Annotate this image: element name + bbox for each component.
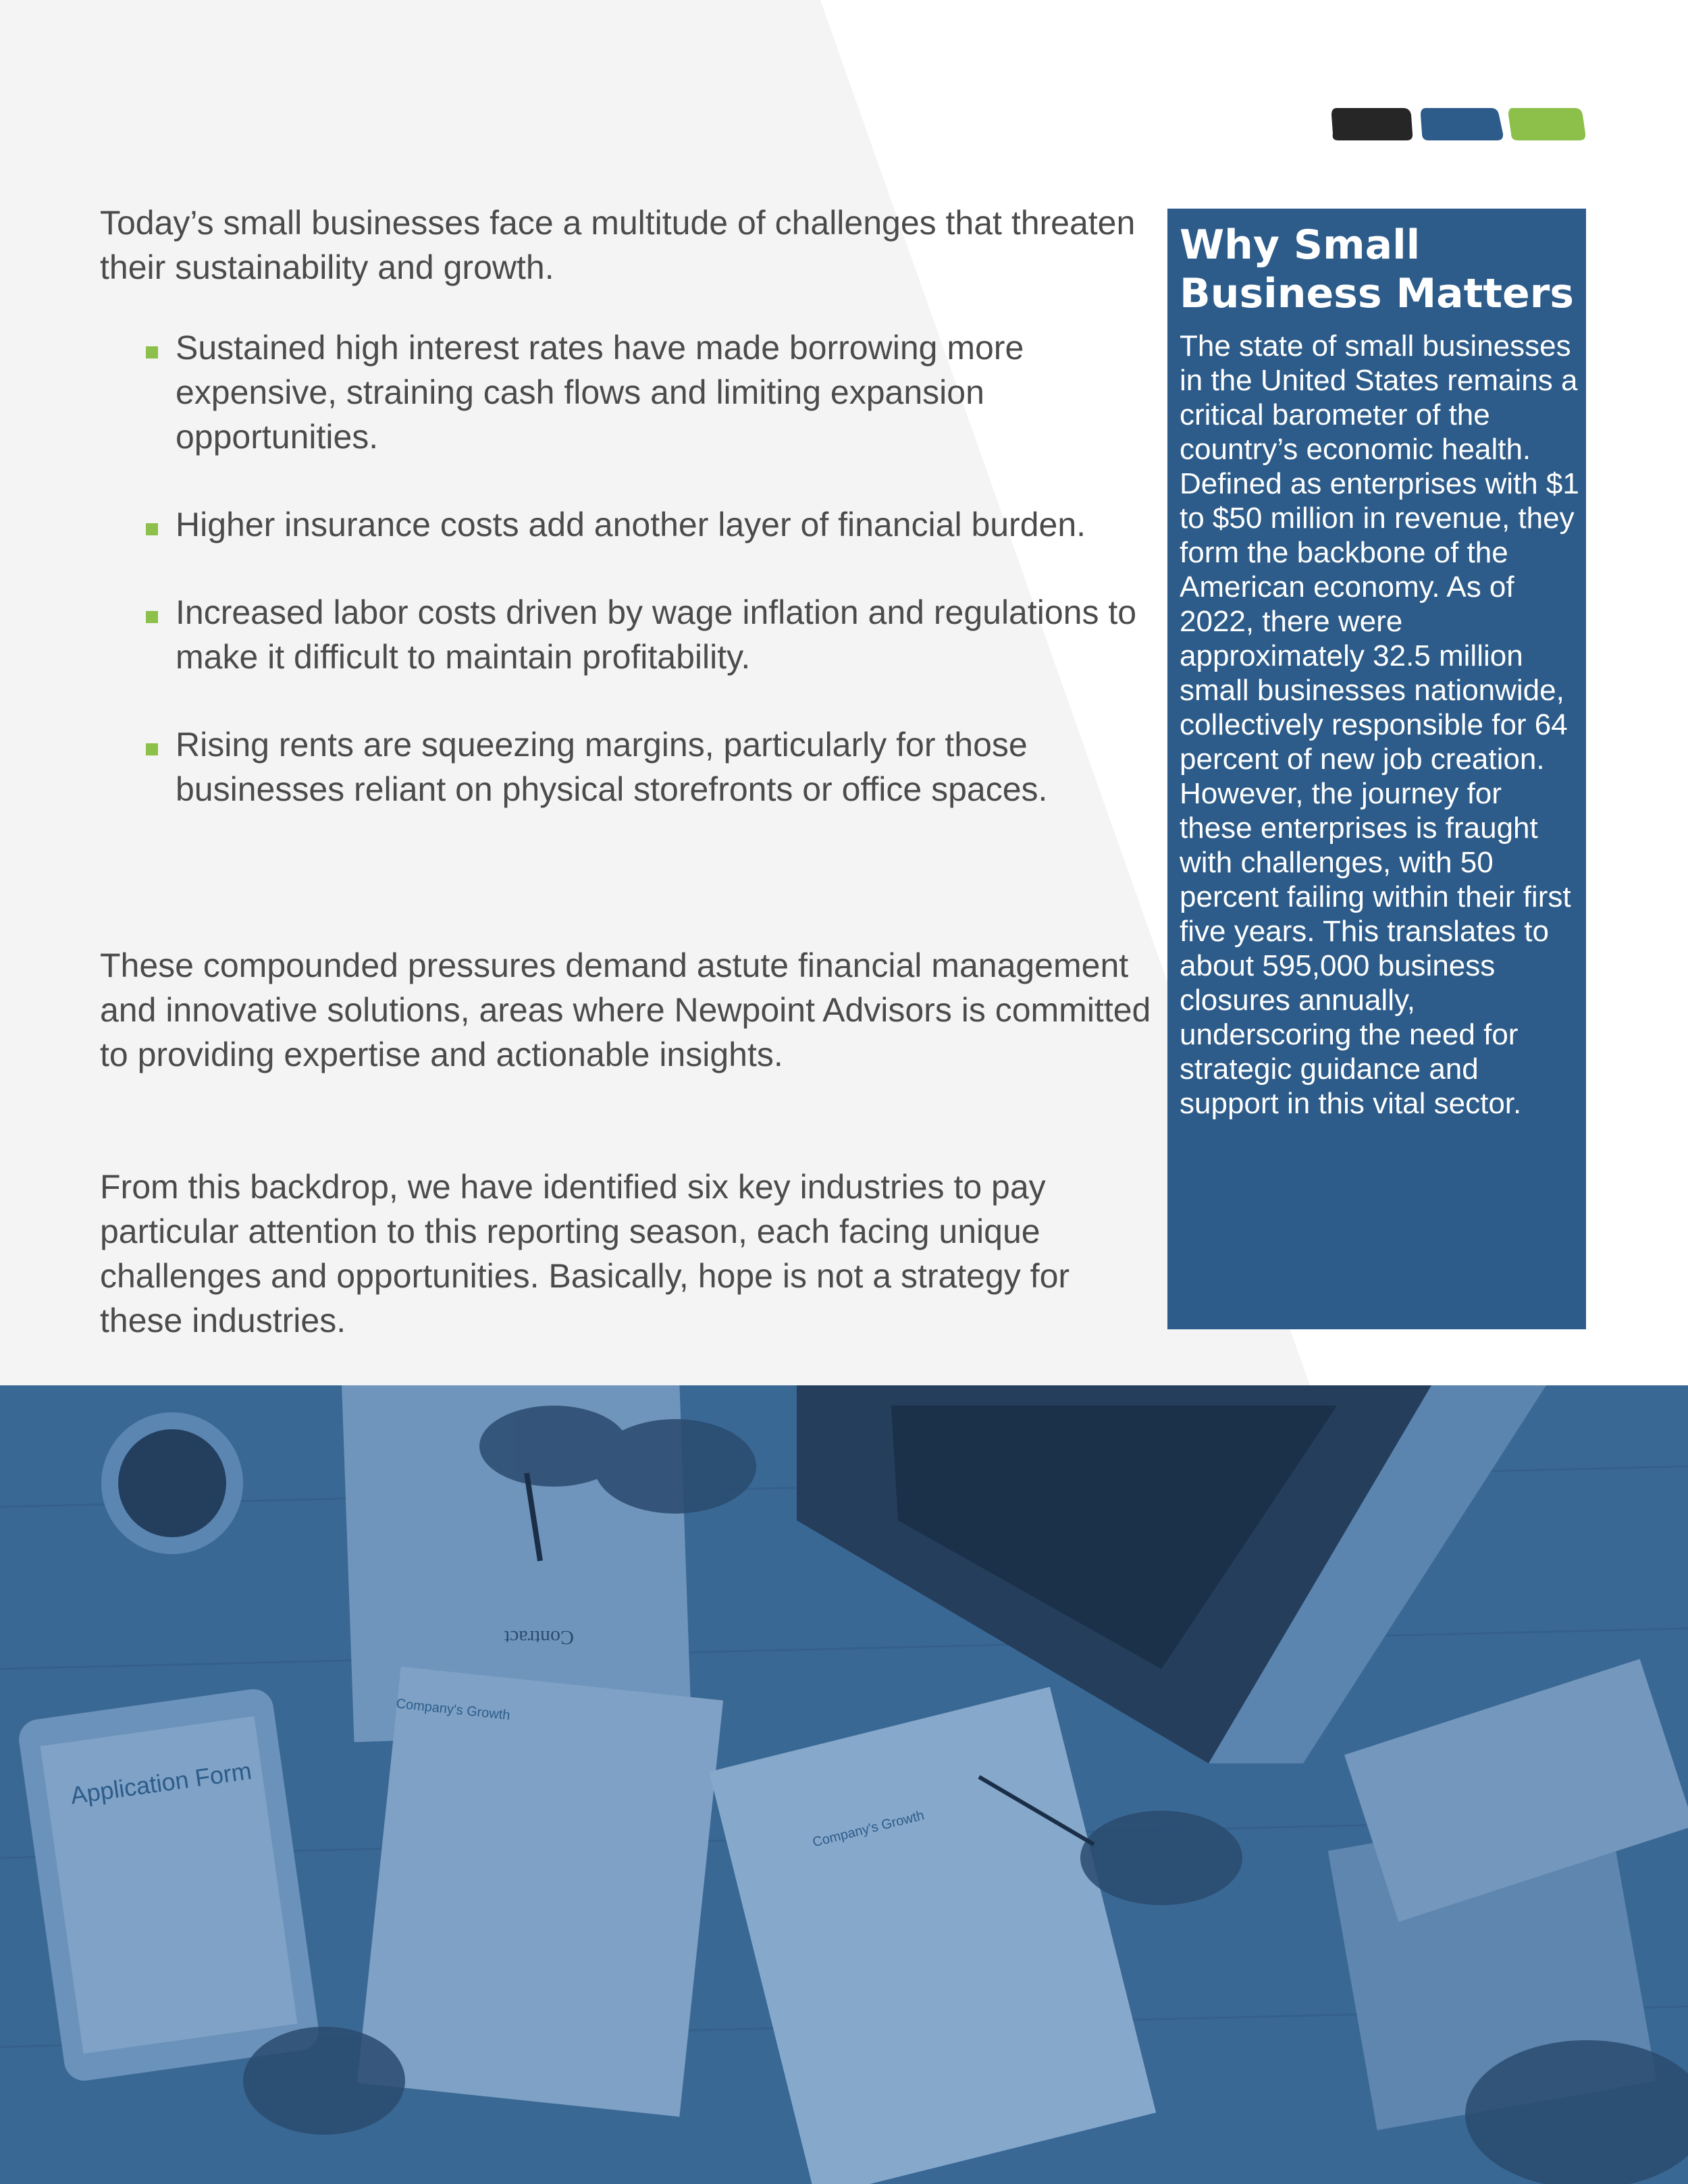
coffee-cup <box>101 1412 243 1554</box>
list-item <box>100 325 1153 459</box>
square-bullet-icon <box>146 523 158 535</box>
sidebar-box <box>1167 209 1586 1329</box>
intro-paragraph: Today’s small businesses face a multitude of challenges that threaten their sustainability and growth. <box>100 204 1136 286</box>
sidebar-body: The state of small businesses in the United States remains a critical barometer of the country’s economic health. Defined as enterprises with $1 to $50 million in revenue, they form the backbone of the American economy. As of 2022, there were approximately 32.5 million small businesses nationwide, collectively responsible for 64 percent of new job creation. However, the journey for these enterprises is fraught with challenges, with 50 percent failing within their first five years. This translates to about 595,000 business closures annually, underscoring the need for strategic guidance and support in this vital sector. <box>1180 329 1579 1120</box>
accent-bar-dark <box>1331 108 1413 140</box>
accent-bar-blue <box>1421 108 1503 140</box>
square-bullet-icon <box>146 611 158 623</box>
contract-label: Contract <box>504 1626 574 1649</box>
list-item-text: Increased labor costs driven by wage inflation and regulations to make it difficult to maintain profitability. <box>176 593 1137 676</box>
list-item-text: Rising rents are squeezing margins, particularly for those businesses reliant on physical storefronts or office spaces. <box>176 726 1048 808</box>
list-item <box>100 502 1153 547</box>
challenge-list <box>100 325 1153 811</box>
list-item-text: Higher insurance costs add another layer of financial burden. <box>176 506 1086 543</box>
sidebar-title: Why Small Business Matters <box>1180 221 1575 317</box>
list-item-text: Sustained high interest rates have made borrowing more expensive, straining cash flows and limiting expansion opportunities. <box>176 329 1024 456</box>
list-item <box>100 722 1153 811</box>
growth-label-2: Company's Growth <box>811 1808 926 1850</box>
application-form-tablet <box>16 1686 321 2083</box>
pressures-paragraph: These compounded pressures demand astute financial management and innovative solutions, areas where Newpoint Advisors is committed to providing expertise and actionable insights. <box>100 947 1151 1073</box>
business-meeting-photo <box>0 1385 1688 2184</box>
list-item <box>100 590 1153 679</box>
square-bullet-icon <box>146 743 158 755</box>
industries-paragraph: From this backdrop, we have identified six key industries to pay particular attention to this reporting season, each facing unique challenges and opportunities. Basically, hope is not a strategy for these industries. <box>100 1168 1070 1339</box>
accent-bar-green <box>1508 108 1585 140</box>
square-bullet-icon <box>146 346 158 358</box>
accent-bars <box>1330 108 1587 140</box>
growth-label-1: Company's Growth <box>395 1696 511 1724</box>
application-form-label: Application Form <box>68 1756 254 1810</box>
